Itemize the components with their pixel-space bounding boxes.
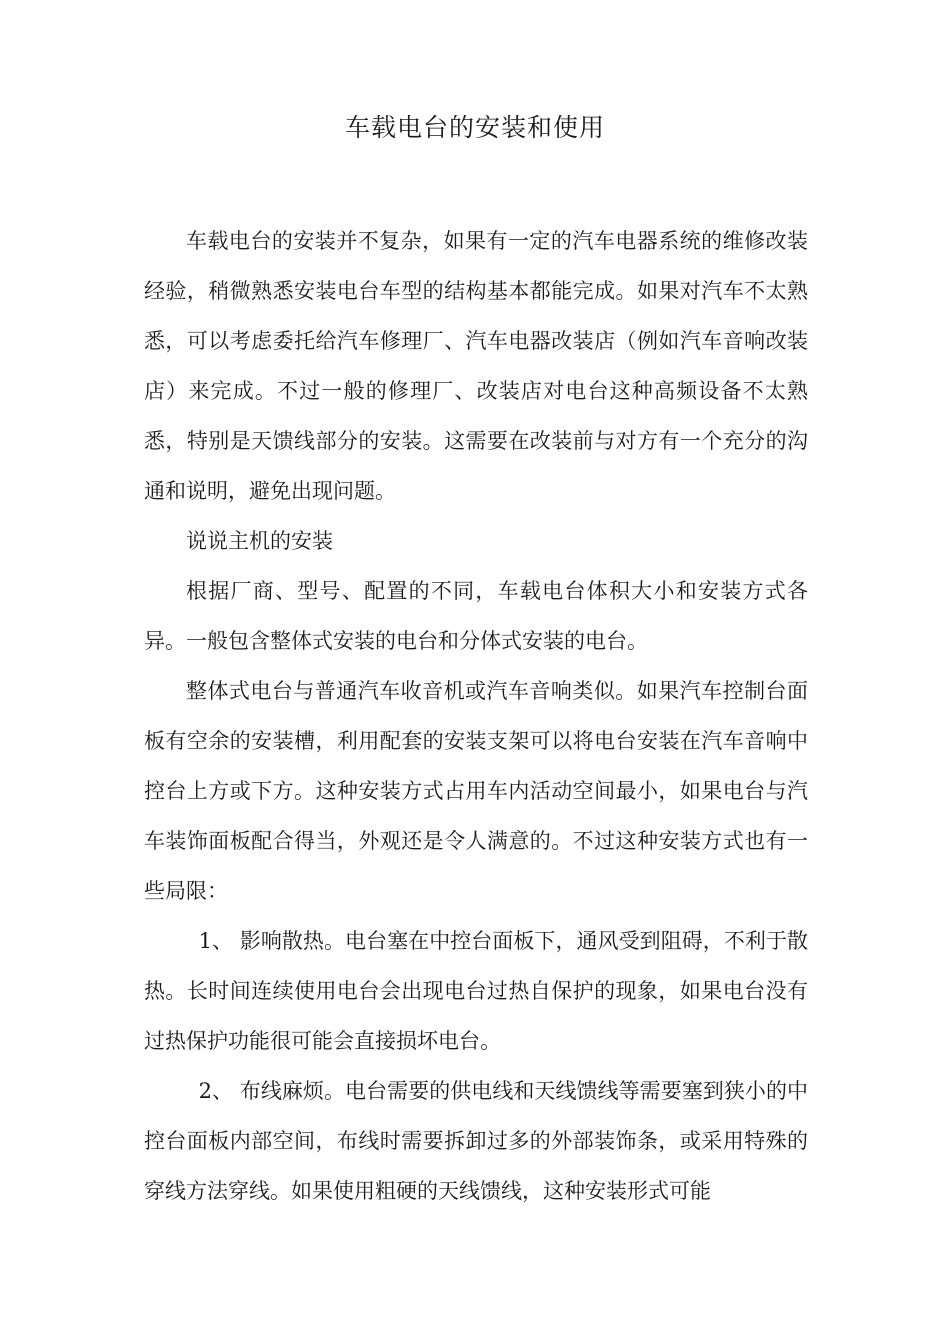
list-item-wiring: 2、 布线麻烦。电台需要的供电线和天线馈线等需要塞到狭小的中控台面板内部空间，布线时需要拆卸过多的外部装饰条，或采用特殊的穿线方法穿线。如果使用粗硬的天线馈线，这种安装形式可能 — [144, 1079, 808, 1203]
list-item-heat-dissipation: 1、 影响散热。电台塞在中控台面板下，通风受到阻碍，不利于散热。长时间连续使用电台会出现电台过热自保护的现象，如果电台没有过热保护功能很可能会直接损坏电台。 — [144, 929, 808, 1053]
paragraph-intro: 车载电台的安装并不复杂，如果有一定的汽车电器系统的维修改装经验，稍微熟悉安装电台车型的结构基本都能完成。如果对汽车不太熟悉，可以考虑委托给汽车修理厂、汽车电器改装店（例如汽车音响改装店）来完成。不过一般的修理厂、改装店对电台这种高频设备不太熟悉，特别是天馈线部分的安装。这需要在改装前与对方有一个充分的沟通和说明，避免出现问题。 — [144, 229, 808, 503]
paragraph-integrated-install: 整体式电台与普通汽车收音机或汽车音响类似。如果汽车控制台面板有空余的安装槽，利用配套的安装支架可以将电台安装在汽车音响中控台上方或下方。这种安装方式占用车内活动空间最小，如果电台与汽车装饰面板配合得当，外观还是令人满意的。不过这种安装方式也有一些局限： — [144, 679, 808, 903]
paragraph-install-types: 根据厂商、型号、配置的不同，车载电台体积大小和安装方式各异。一般包含整体式安装的电台和分体式安装的电台。 — [144, 579, 808, 653]
document-body — [144, 216, 808, 1216]
document-title: 车载电台的安装和使用 — [344, 113, 605, 142]
section-heading-host-install: 说说主机的安装 — [186, 529, 333, 553]
